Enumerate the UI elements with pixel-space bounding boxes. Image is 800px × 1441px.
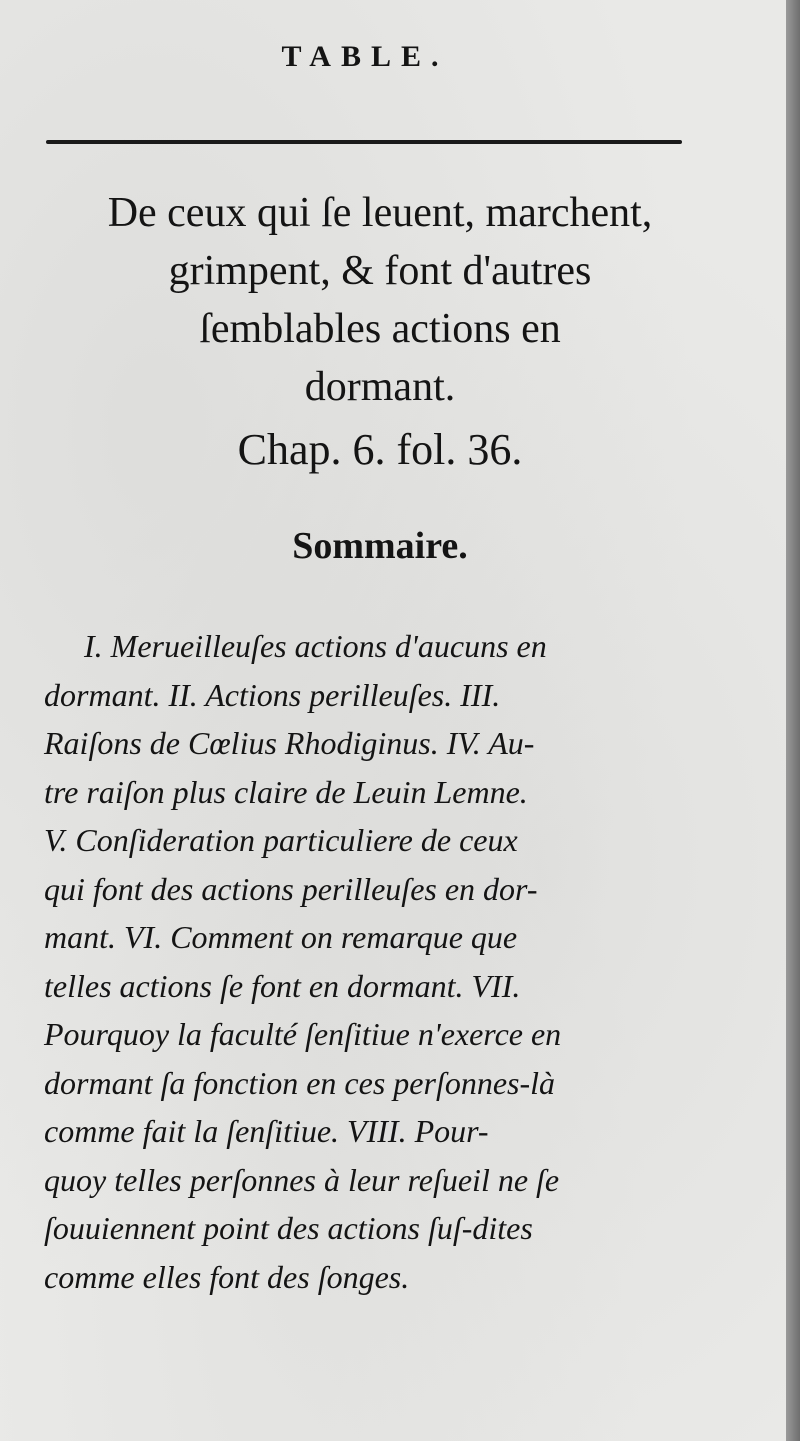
page-edge-shadow	[786, 0, 800, 1441]
summary-heading: Sommaire.	[292, 525, 468, 567]
summary-line: tre raiſon plus claire de Leuin Lemne.	[44, 773, 528, 810]
summary-line: qui font des actions perilleuſes en dor-	[44, 870, 538, 907]
summary-line: quoy telles perſonnes à leur reſueil ne ſe	[44, 1161, 560, 1198]
summary-line: I. Merueilleuſes actions d'aucuns en	[84, 628, 547, 664]
summary-line: dormant ſa fonction en ces perſonnes-là	[44, 1064, 556, 1101]
chapter-title-line: De ceux qui ſe leuent, marchent,	[107, 190, 653, 236]
summary-line: comme fait la ſenſitiue. VIII. Pour-	[44, 1113, 489, 1149]
summary-line: Raiſons de Cœlius Rhodiginus. IV. Au-	[44, 725, 535, 761]
chapter-title	[40, 184, 720, 416]
summary-line: telles actions ſe font en dormant. VII.	[44, 967, 521, 1004]
chapter-title-line: grimpent, & font d'autres	[168, 248, 592, 294]
summary-text	[44, 622, 684, 1301]
summary-line: ſouuiennent point des actions ſuſ-dites	[44, 1210, 533, 1246]
header-rule	[46, 140, 682, 144]
chapter-title-line: ſemblables actions en	[199, 306, 561, 352]
summary-line: dormant. II. Actions perilleuſes. III.	[44, 676, 501, 713]
summary-line: V. Conſideration particuliere de ceux	[44, 822, 518, 858]
chapter-reference: Chap. 6. fol. 36.	[237, 425, 523, 474]
running-header: TABLE.	[281, 40, 449, 73]
summary-line: comme elles font des ſonges.	[44, 1258, 410, 1295]
summary-line: mant. VI. Comment on remarque que	[44, 919, 518, 955]
chapter-title-line: dormant.	[304, 364, 456, 410]
summary-line: Pourquoy la faculté ſenſitiue n'exerce en	[44, 1016, 562, 1052]
